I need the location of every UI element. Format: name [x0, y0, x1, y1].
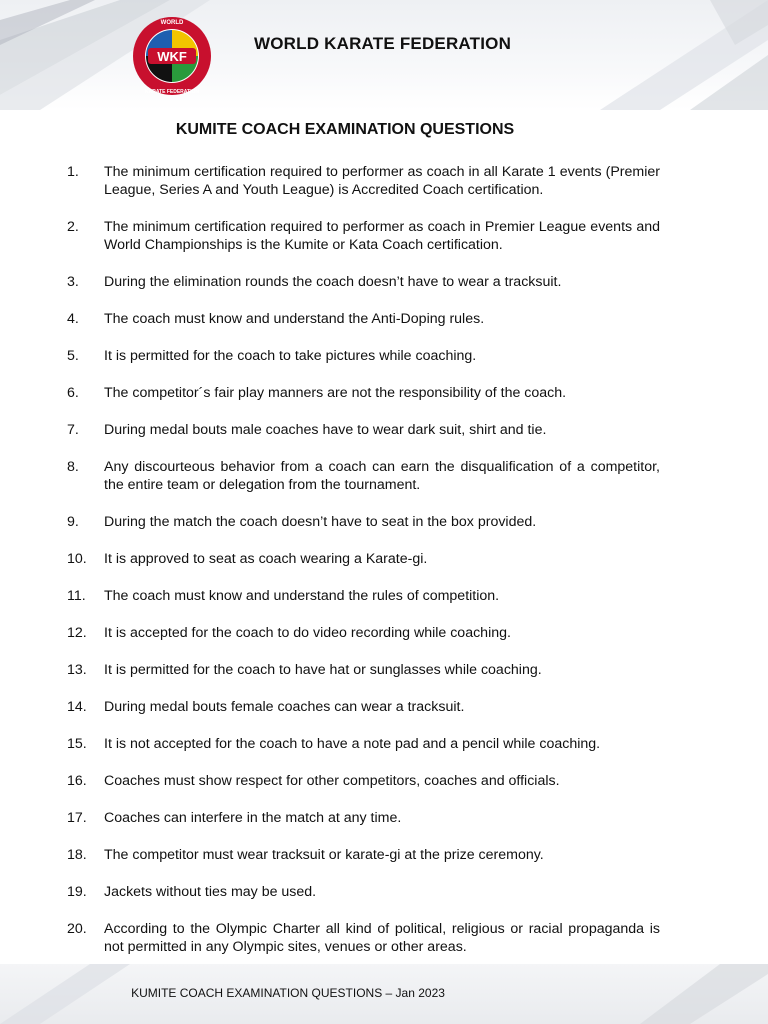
question-item: [0, 513, 768, 531]
question-number: 8.: [67, 459, 79, 475]
document-title: KUMITE COACH EXAMINATION QUESTIONS: [175, 121, 515, 138]
question-number: 15.: [67, 736, 87, 752]
question-number: 4.: [67, 311, 79, 327]
question-text: During medal bouts male coaches have to wear dark suit, shirt and tie.: [104, 422, 547, 438]
question-text: It is permitted for the coach to have hat or sunglasses while coaching.: [104, 662, 542, 678]
question-text: The coach must know and understand the Anti-Doping rules.: [104, 311, 485, 327]
question-text: It is approved to seat as coach wearing a Karate-gi.: [104, 551, 428, 567]
question-text: Coaches must show respect for other competitors, coaches and officials.: [104, 773, 560, 789]
question-text: During medal bouts female coaches can wear a tracksuit.: [104, 699, 465, 715]
question-item: [0, 273, 768, 291]
header-background-graphic: [0, 0, 768, 110]
question-text: It is not accepted for the coach to have a note pad and a pencil while coaching.: [104, 736, 601, 752]
question-number: 16.: [67, 773, 87, 789]
question-item: [0, 920, 768, 956]
question-item: [0, 883, 768, 901]
question-number: 7.: [67, 422, 79, 438]
organization-name: WORLD KARATE FEDERATION: [254, 34, 512, 53]
question-item: [0, 772, 768, 790]
question-text: According to the Olympic Charter all kind of political, religious or racial propaganda is not permitted in any Olympic sites, venues or other areas.: [104, 921, 660, 955]
question-text: The minimum certification required to performer as coach in Premier League events and World Championships is the Kumite or Kata Coach certification.: [104, 219, 660, 253]
question-text: It is permitted for the coach to take pictures while coaching.: [104, 348, 477, 364]
question-number: 5.: [67, 348, 79, 364]
footer-text: KUMITE COACH EXAMINATION QUESTIONS – Jan 2023: [131, 986, 445, 1000]
question-text: It is accepted for the coach to do video recording while coaching.: [104, 625, 511, 641]
question-item: [0, 347, 768, 365]
question-number: 6.: [67, 385, 79, 401]
question-item: [0, 310, 768, 328]
question-item: [0, 624, 768, 642]
question-text: During the elimination rounds the coach doesn’t have to wear a tracksuit.: [104, 274, 562, 290]
question-number: 13.: [67, 662, 87, 678]
question-number: 9.: [67, 514, 79, 530]
logo-ring-bottom-text: KARATE FEDERATION: [145, 89, 199, 95]
question-item: [0, 735, 768, 753]
question-item: [0, 698, 768, 716]
question-item: [0, 661, 768, 679]
question-number: 12.: [67, 625, 87, 641]
question-number: 18.: [67, 847, 87, 863]
question-item: [0, 163, 768, 199]
question-text: The competitor´s fair play manners are not the responsibility of the coach.: [104, 385, 567, 401]
question-item: [0, 458, 768, 494]
question-number: 1.: [67, 164, 79, 180]
question-text: Coaches can interfere in the match at any time.: [104, 810, 402, 826]
question-text: During the match the coach doesn’t have to seat in the box provided.: [104, 514, 537, 530]
question-item: [0, 550, 768, 568]
question-item: [0, 809, 768, 827]
question-list: [0, 163, 768, 975]
question-item: [0, 384, 768, 402]
question-text: Any discourteous behavior from a coach can earn the disqualification of a competitor, the entire team or delegation from the tournament.: [104, 459, 660, 493]
question-item: [0, 846, 768, 864]
wkf-logo: [132, 12, 212, 100]
question-number: 20.: [67, 921, 87, 937]
question-text: The minimum certification required to performer as coach in all Karate 1 events (Premier League, Series A and Youth League) is Accredited Coach certification.: [104, 164, 660, 198]
logo-center-text: WKF: [157, 49, 187, 64]
question-number: 10.: [67, 551, 87, 567]
question-item: [0, 587, 768, 605]
question-text: Jackets without ties may be used.: [104, 884, 317, 900]
logo-ring-top-text: WORLD: [160, 20, 184, 26]
question-number: 14.: [67, 699, 87, 715]
question-number: 11.: [67, 588, 86, 604]
question-number: 2.: [67, 219, 79, 235]
question-item: [0, 218, 768, 254]
question-item: [0, 421, 768, 439]
page-header: [0, 0, 768, 110]
question-number: 3.: [67, 274, 79, 290]
question-text: The coach must know and understand the rules of competition.: [104, 588, 500, 604]
question-text: The competitor must wear tracksuit or karate-gi at the prize ceremony.: [104, 847, 544, 863]
question-number: 17.: [67, 810, 87, 826]
question-number: 19.: [67, 884, 87, 900]
